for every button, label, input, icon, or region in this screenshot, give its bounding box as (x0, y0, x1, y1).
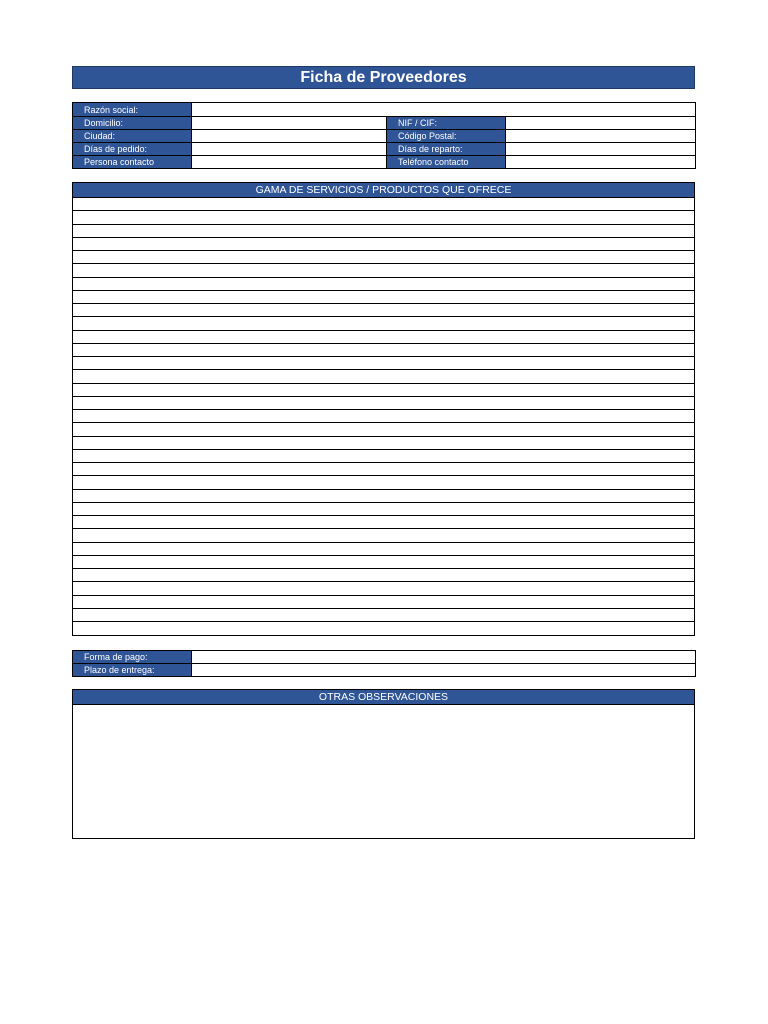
dias-pedido-field[interactable] (192, 143, 387, 156)
service-line[interactable] (73, 225, 694, 238)
nif-cif-field[interactable] (506, 117, 696, 130)
payment-table (72, 650, 696, 677)
domicilio-field[interactable] (192, 117, 387, 130)
service-line[interactable] (73, 437, 694, 450)
service-line[interactable] (73, 264, 694, 277)
service-line[interactable] (73, 450, 694, 463)
service-line[interactable] (73, 556, 694, 569)
razon-social-label: Razón social: (73, 103, 192, 117)
service-line[interactable] (73, 238, 694, 251)
observations-header: OTRAS OBSERVACIONES (72, 689, 695, 705)
service-line[interactable] (73, 609, 694, 622)
supplier-info-table (72, 102, 696, 169)
service-line[interactable] (73, 596, 694, 609)
service-line[interactable] (73, 490, 694, 503)
service-line[interactable] (73, 476, 694, 489)
service-line[interactable] (73, 516, 694, 529)
service-line[interactable] (73, 198, 694, 211)
service-line[interactable] (73, 410, 694, 423)
service-line[interactable] (73, 622, 694, 635)
persona-contacto-field[interactable] (192, 156, 387, 169)
persona-contacto-label: Persona contacto (73, 156, 192, 169)
service-line[interactable] (73, 304, 694, 317)
service-line[interactable] (73, 291, 694, 304)
domicilio-label: Domicilio: (73, 117, 192, 130)
service-line[interactable] (73, 543, 694, 556)
plazo-entrega-label: Plazo de entrega: (73, 664, 192, 677)
service-line[interactable] (73, 503, 694, 516)
observations-section (72, 689, 695, 839)
dias-reparto-field[interactable] (506, 143, 696, 156)
service-line[interactable] (73, 317, 694, 330)
forma-pago-label: Forma de pago: (73, 651, 192, 664)
service-line[interactable] (73, 357, 694, 370)
service-line[interactable] (73, 397, 694, 410)
payment-section (72, 650, 695, 677)
services-section (72, 182, 695, 636)
observations-field[interactable] (72, 705, 695, 839)
ciudad-label: Ciudad: (73, 130, 192, 143)
page-title: Ficha de Proveedores (72, 66, 695, 89)
service-line[interactable] (73, 331, 694, 344)
codigo-postal-label: Código Postal: (387, 130, 506, 143)
codigo-postal-field[interactable] (506, 130, 696, 143)
service-line[interactable] (73, 529, 694, 542)
service-line[interactable] (73, 370, 694, 383)
service-line[interactable] (73, 569, 694, 582)
service-line[interactable] (73, 582, 694, 595)
service-line[interactable] (73, 384, 694, 397)
forma-pago-field[interactable] (192, 651, 696, 664)
services-lines (72, 198, 695, 636)
services-header: GAMA DE SERVICIOS / PRODUCTOS QUE OFRECE (72, 182, 695, 198)
service-line[interactable] (73, 423, 694, 436)
service-line[interactable] (73, 344, 694, 357)
service-line[interactable] (73, 278, 694, 291)
razon-social-field[interactable] (192, 103, 696, 117)
telefono-contacto-label: Teléfono contacto (387, 156, 506, 169)
service-line[interactable] (73, 211, 694, 224)
telefono-contacto-field[interactable] (506, 156, 696, 169)
dias-reparto-label: Días de reparto: (387, 143, 506, 156)
ciudad-field[interactable] (192, 130, 387, 143)
supplier-info-section (72, 102, 695, 169)
service-line[interactable] (73, 251, 694, 264)
service-line[interactable] (73, 463, 694, 476)
plazo-entrega-field[interactable] (192, 664, 696, 677)
nif-cif-label: NIF / CIF: (387, 117, 506, 130)
dias-pedido-label: Días de pedido: (73, 143, 192, 156)
